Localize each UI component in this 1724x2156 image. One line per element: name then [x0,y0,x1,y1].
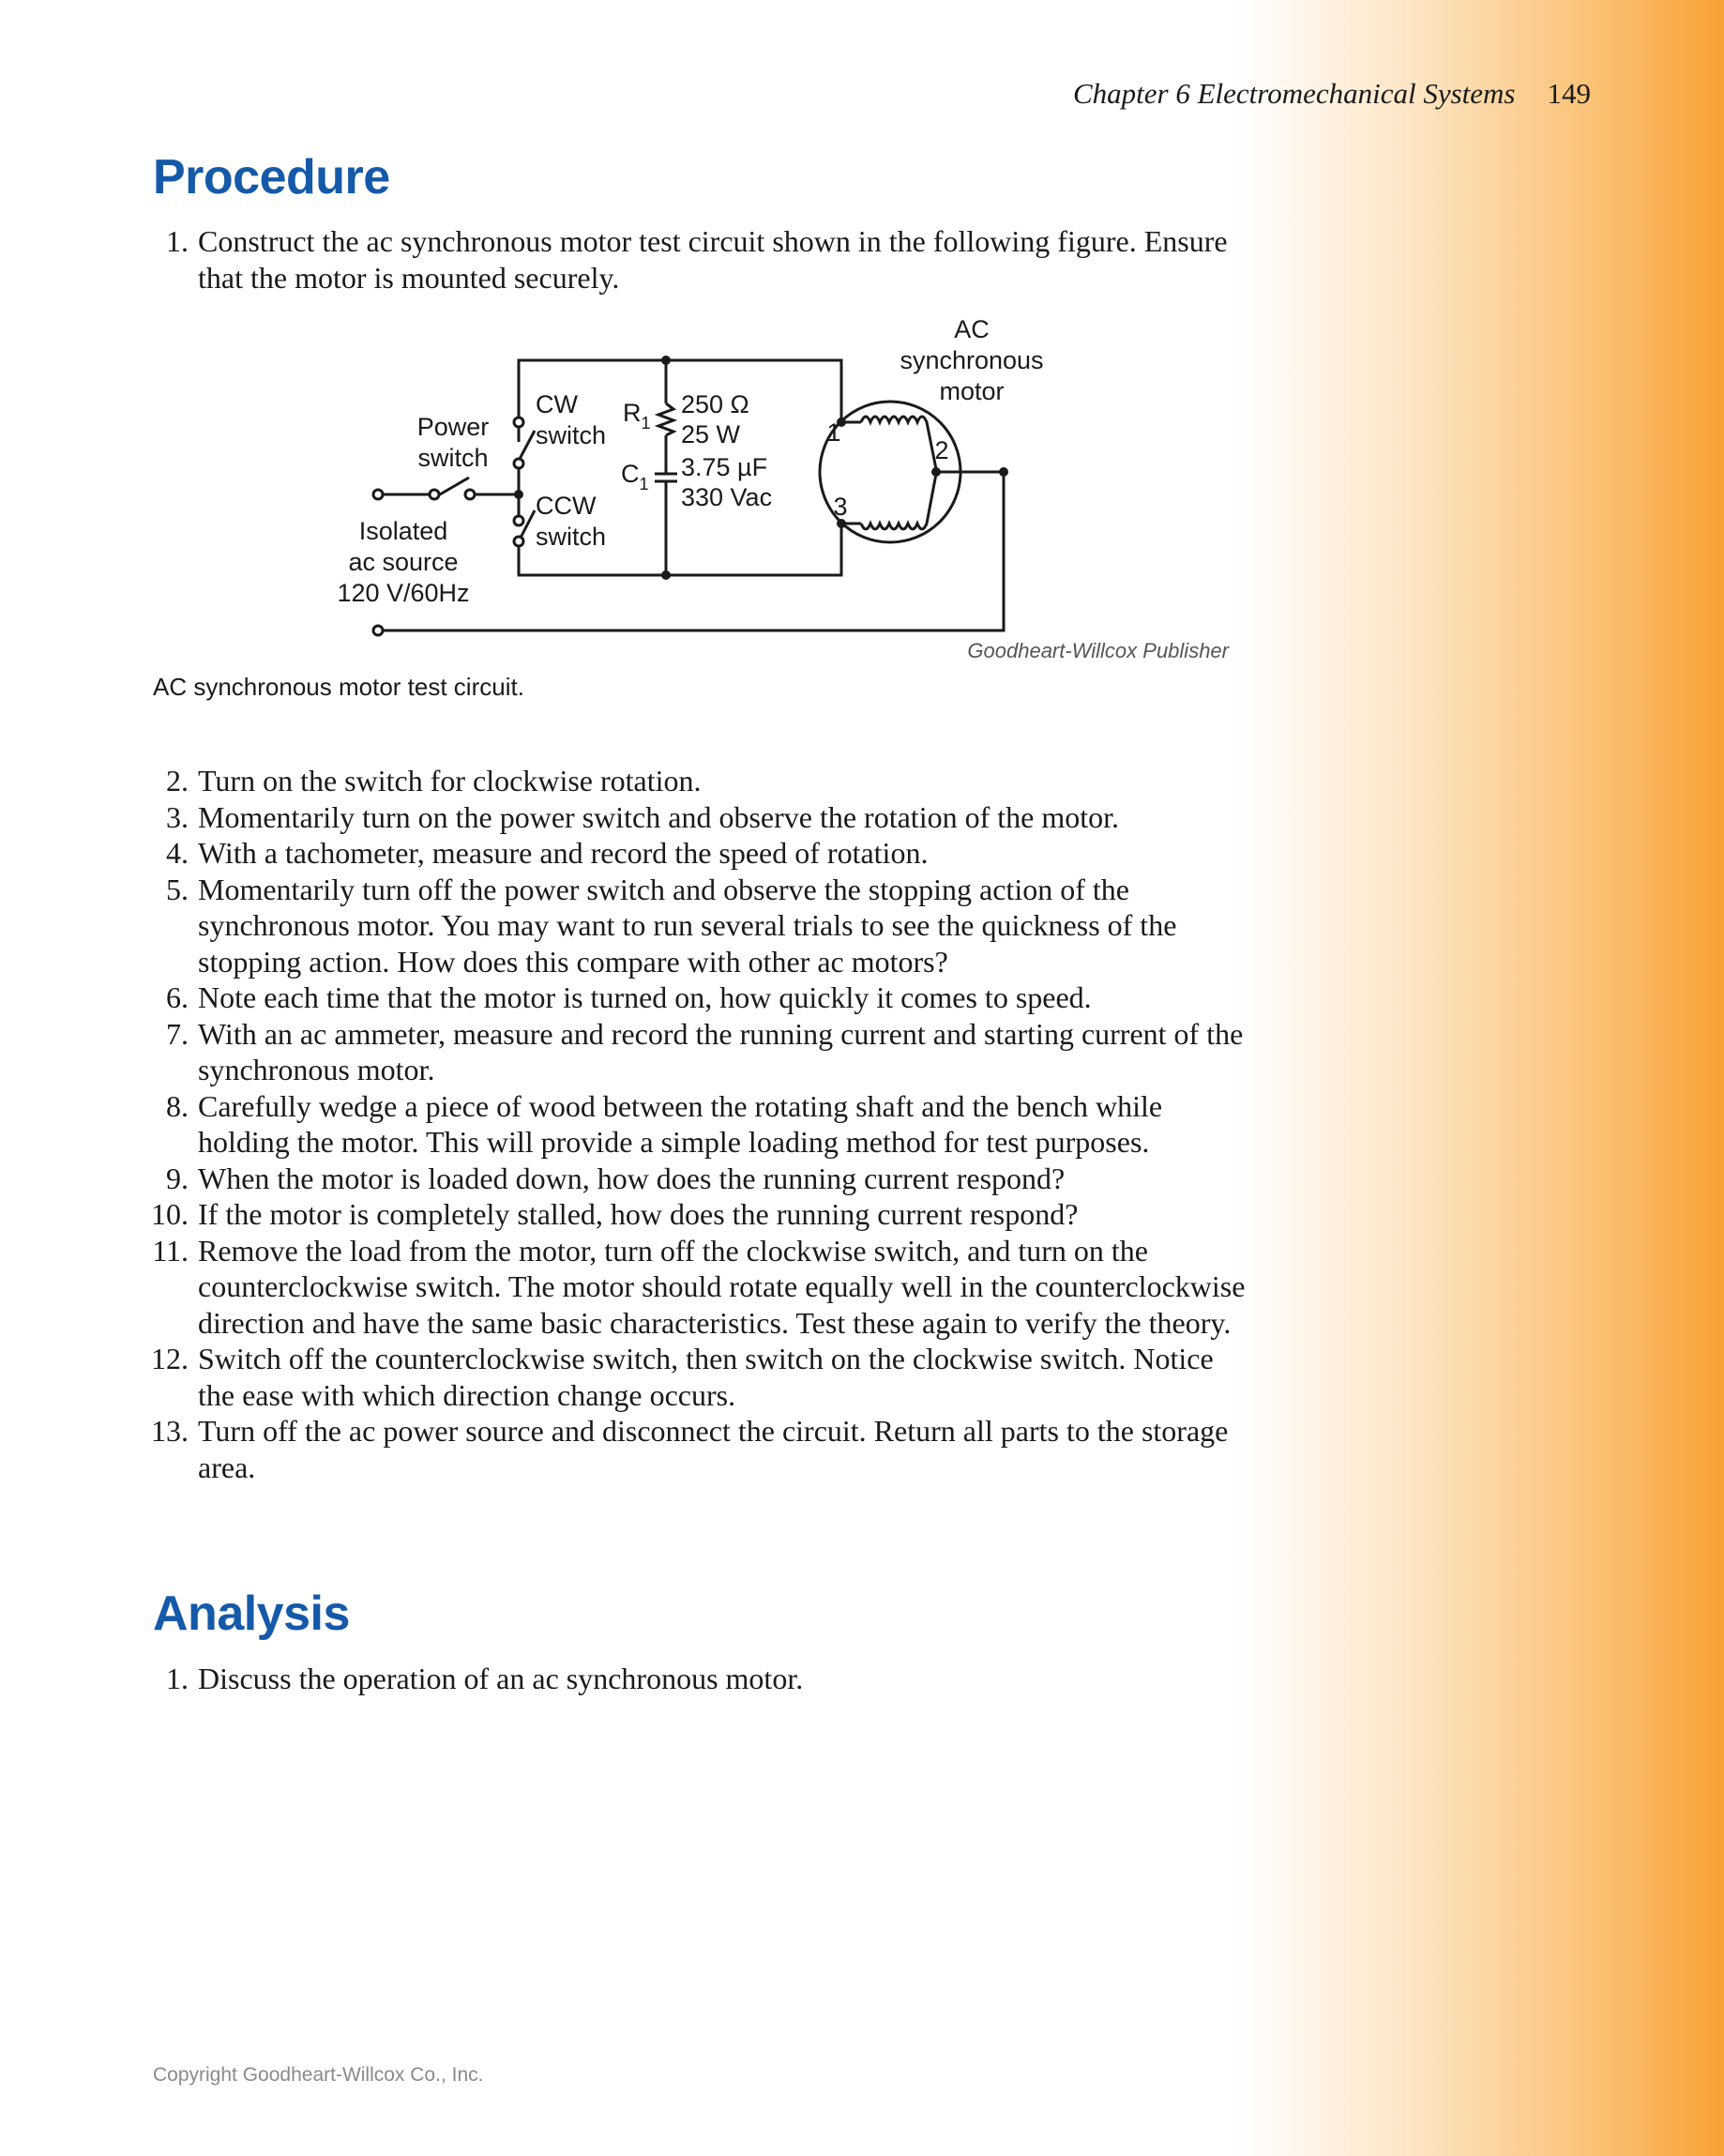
junction-dot [661,356,671,365]
step-text: When the motor is loaded down, how does the running current respond? [198,1161,1066,1195]
step-number: 5. [166,872,189,906]
step-number: 7. [166,1016,189,1051]
procedure-steps-list [103,763,1248,1485]
cw-switch-label: CW [536,390,578,418]
motor-winding-lower [861,474,936,529]
cw-switch-label: switch [536,421,607,449]
list-item [103,799,1248,836]
resistance-value: 250 Ω [681,390,749,418]
switch-contact [514,418,523,427]
list-item [103,1161,1248,1197]
side-color-band [1236,0,1724,2156]
switch-contact [514,459,523,468]
list-item [103,1088,1248,1161]
step-number: 13. [151,1414,189,1448]
step-number: 8. [166,1088,189,1123]
step-text: Turn off the ac power source and disconnect the circuit. Return all parts to the storage area. [198,1414,1229,1484]
source-label: 120 V/60Hz [337,579,470,607]
step-text: Carefully wedge a piece of wood between the rotating shaft and the bench while holding the motor. This will provide a simple loading method for test purposes. [198,1088,1163,1159]
step-number: 9. [166,1161,189,1195]
step-number: 1. [166,1662,189,1695]
junction-dot [999,467,1008,477]
list-item [103,1661,1248,1697]
circuit-diagram [319,310,1069,647]
source-terminal [373,490,383,499]
cw-switch-blade [519,431,535,461]
ccw-switch-label: CCW [536,492,597,520]
list-item [103,1413,1248,1485]
step-number: 12. [151,1342,189,1375]
analysis-heading: Analysis [153,1587,350,1641]
step-text: Discuss the operation of an ac synchronous motor. [198,1662,804,1695]
resistor-r1 [658,403,673,435]
power-switch-label: switch [417,444,489,472]
step-number: 10. [151,1197,189,1231]
power-rating: 25 W [681,420,741,448]
source-label: ac source [348,548,459,576]
motor-label: AC [954,315,990,343]
junction-dot [931,467,941,477]
terminal-1-label: 1 [826,418,841,447]
step-number: 3. [166,799,189,834]
procedure-heading: Procedure [153,150,390,205]
step-text: Turn on the switch for clockwise rotation. [198,764,702,797]
step-text: Momentarily turn on the power switch and observe the rotation of the motor. [198,799,1119,834]
step-number: 4. [166,836,189,870]
list-item [103,1341,1248,1413]
voltage-rating: 330 Vac [681,483,773,511]
c1-label: $C_1$ [621,460,649,493]
list-item [103,763,1248,799]
switch-contact [514,537,523,546]
source-terminal [373,626,383,635]
junction-dot [514,490,523,499]
list-item [103,835,1248,872]
copyright-footer: Copyright Goodheart-Willcox Co., Inc. [153,2064,484,2086]
procedure-step1-list [103,223,1248,296]
terminal-3-label: 3 [833,493,848,521]
r1-label: $R_1$ [623,399,651,433]
step-text: Momentarily turn off the power switch and observe the stopping action of the synchronous motor. You may want to run several trials to see the quickness of the stopping action. How does this compare with other ac motors? [198,872,1177,979]
step-text: If the motor is completely stalled, how does the running current respond? [198,1197,1079,1231]
motor-label: motor [939,377,1005,405]
motor-winding-upper [861,417,936,469]
step-text: Switch off the counterclockwise switch, then switch on the clockwise switch. Notice the ease with which direction change occurs. [198,1342,1214,1412]
ccw-switch-label: switch [536,523,607,551]
motor-label: synchronous [900,346,1044,374]
source-label: Isolated [358,517,448,545]
step-text: With a tachometer, measure and record the speed of rotation. [198,836,929,870]
running-header [1073,77,1591,111]
switch-contact [465,490,475,499]
list-item [103,979,1248,1016]
page-number: 149 [1547,77,1591,110]
switch-contact [514,516,523,525]
junction-dot [661,570,671,580]
step-number: 6. [166,980,189,1014]
list-item [103,1233,1248,1342]
switch-contact [430,490,439,499]
list-item [103,1196,1248,1233]
list-item [103,872,1248,980]
step-text: With an ac ammeter, measure and record the running current and starting current of the synchronous motor. [198,1016,1244,1086]
list-item [103,223,1248,296]
chapter-title: Chapter 6 Electromechanical Systems [1073,77,1516,110]
power-switch-label: Power [416,413,490,441]
analysis-steps-list [103,1661,1248,1697]
step-text: Note each time that the motor is turned on, how quickly it comes to speed. [198,980,1092,1014]
step-number: 11. [152,1233,189,1268]
figure-credit: Goodheart-Willcox Publisher [967,639,1229,662]
capacitance-value: 3.75 µF [681,453,768,481]
terminal-2-label: 2 [934,436,949,464]
step-number: 1. [166,224,189,258]
step-text: Remove the load from the motor, turn off the clockwise switch, and turn on the counterclockwise switch. The motor should rotate equally well in the counterclockwise direction and have the same basic characteristics. Test these again to verify the theory. [198,1233,1246,1340]
step-text: Construct the ac synchronous motor test circuit shown in the following figure. Ensure that the motor is mounted securely. [198,224,1228,295]
step-number: 2. [166,764,189,797]
list-item [103,1016,1248,1088]
figure-caption: AC synchronous motor test circuit. [153,673,524,701]
